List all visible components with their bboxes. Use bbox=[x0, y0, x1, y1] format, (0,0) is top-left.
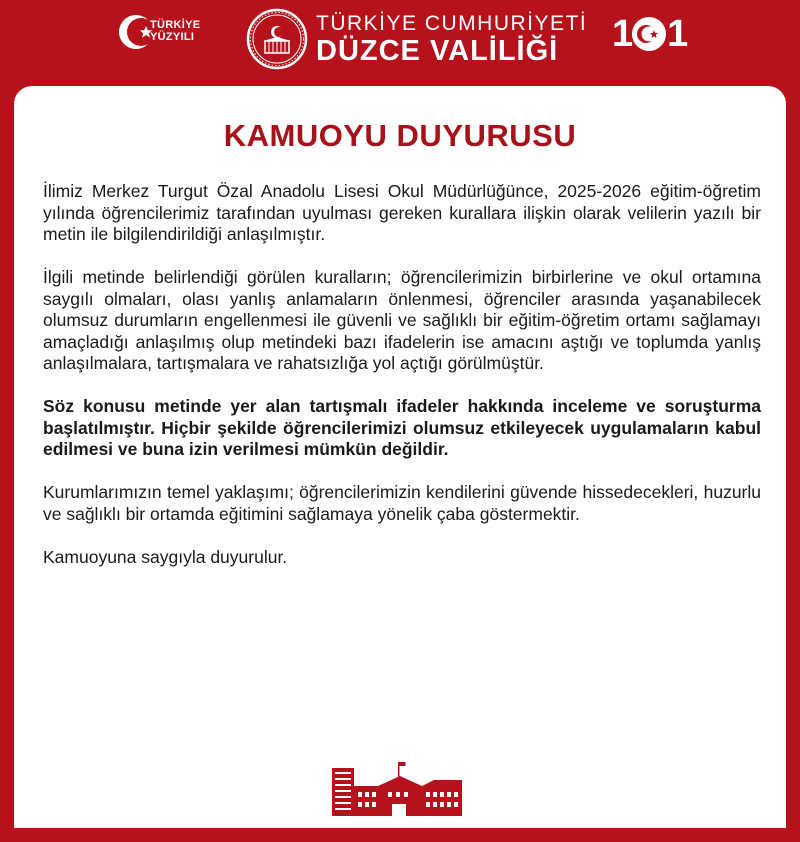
ty-logo-line1: TÜRKİYE bbox=[150, 19, 201, 31]
paragraph-4: Kurumlarımızın temel yaklaşımı; öğrencilerimizin kendilerini güvende hissedecekleri, huzurlu ve sağlıklı bir ortamda eğitimini sağlamaya yönelik çaba göstermektir. bbox=[43, 482, 761, 524]
gov-title-line2: DÜZCE VALİLİĞİ bbox=[316, 35, 559, 67]
seal-emblem-icon bbox=[246, 8, 308, 70]
paragraph-1: İlimiz Merkez Turgut Özal Anadolu Lisesi Okul Müdürlüğünce, 2025-2026 eğitim-öğretim yılında öğrencilerimiz tarafından uyulması gereken kurallara ilişkin olarak velilerin yazılı bir metin ile bilgilendirildiği anlaşılmıştır. bbox=[43, 181, 761, 244]
governorship-building-icon bbox=[330, 760, 465, 818]
paragraph-3-bold: Söz konusu metinde yer alan tartışmalı ifadeler hakkında inceleme ve soruşturma başlatılmıştır. Hiçbir şekilde öğrencilerimizi olumsuz etkileyecek uygulamaların kabul edilmesi ve buna izin verilmesi mümkün değildir. bbox=[43, 396, 761, 459]
turkiye-yuzyili-logo-text bbox=[150, 19, 200, 43]
announcement-title: KAMUOYU DUYURUSU bbox=[223, 118, 577, 153]
announcement-body bbox=[43, 181, 761, 590]
paragraph-5: Kamuoyuna saygıyla duyurulur. bbox=[43, 546, 288, 567]
crescent-zero-icon bbox=[632, 17, 666, 51]
gov-title-line1: TÜRKİYE CUMHURİYETİ bbox=[316, 12, 588, 35]
logo-101 bbox=[612, 14, 686, 54]
logo-101-one-right: 1 bbox=[667, 12, 687, 55]
logo-101-one-left: 1 bbox=[612, 12, 632, 55]
paragraph-2: İlgili metinde belirlendiği görülen kuralların; öğrencilerimizin birbirlerine ve okul ortamına saygılı olmaları, olası yanlış anlamaların önlenmesi, öğrenciler arasında yaşanabilecek olumsuz durumların engellenmesi ile güvenli ve sağlıklı bir eğitim-öğretim ortamı sağlamayı amaçladığı anlaşılmış olup metindeki bazı ifadelerin ise amacını aştığı ve toplumda yanlış anlaşılmalara, tartışmalara ve rahatsızlığa yol açtığı görülmüştür. bbox=[43, 267, 761, 373]
header-bar bbox=[0, 0, 800, 95]
ty-logo-line2: YÜZYILI bbox=[150, 31, 195, 43]
